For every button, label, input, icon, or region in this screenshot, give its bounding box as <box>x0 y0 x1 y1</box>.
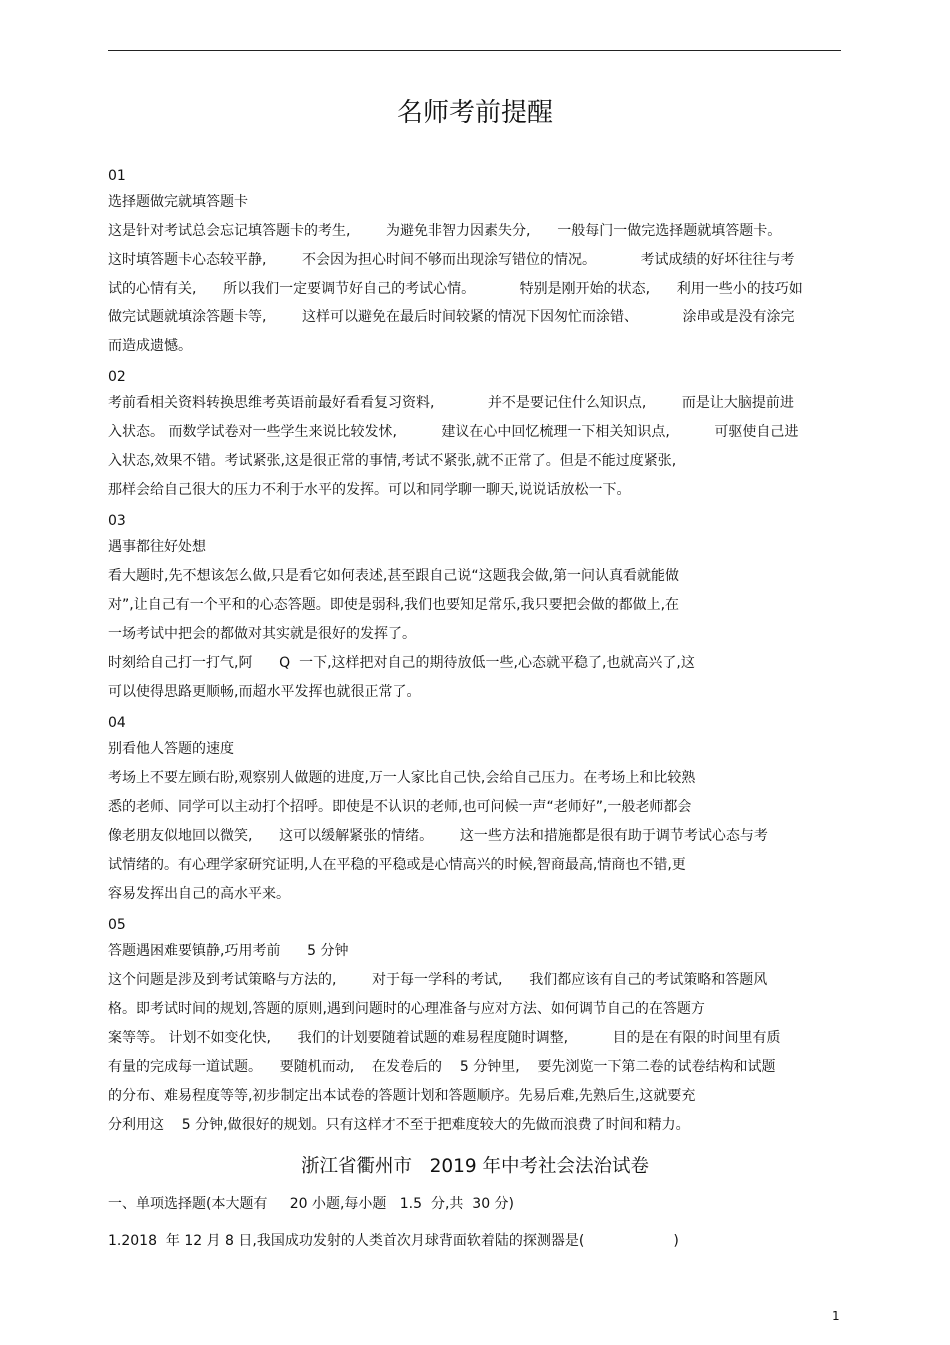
paragraph-line: 一场考试中把会的都做对其实就是很好的发挥了。 <box>108 626 416 642</box>
section-number: 02 <box>108 369 126 385</box>
section-heading: 选择题做完就填答题卡 <box>108 194 248 210</box>
paragraph-line: 时刻给自己打一打气,阿 Q 一下,这样把对自己的期待放低一些,心态就平稳了,也就高兴了,这 <box>108 655 695 671</box>
section-number: 04 <box>108 715 126 731</box>
paragraph-line: 案等等。 计划不如变化快, 我们的计划要随着试题的难易程度随时调整, 目的是在有限的时间里有质 <box>108 1030 781 1046</box>
paragraph-line: 对”,让自己有一个平和的心态答题。即使是弱科,我们也要知足常乐,我只要把会做的都做上,在 <box>108 597 680 613</box>
paragraph-line: 这个问题是涉及到考试策略与方法的, 对于每一学科的考试, 我们都应该有自己的考试策略和答题风 <box>108 972 768 988</box>
page-title: 名师考前提醒 <box>396 98 553 128</box>
paragraph-line: 试情绪的。有心理学家研究证明,人在平稳的平稳或是心情高兴的时候,智商最高,情商也不错,更 <box>108 857 686 873</box>
section-number: 05 <box>108 917 126 933</box>
question-1: 1.2018 年 12 月 8 日,我国成功发射的人类首次月球背面软着陆的探测器是( ) <box>108 1233 679 1249</box>
paragraph-line: 考前看相关资料转换思维考英语前最好看看复习资料, 并不是要记住什么知识点, 而是让大脑提前进 <box>108 395 794 411</box>
exam-title: 浙江省衢州市 2019 年中考社会法治试卷 <box>300 1156 650 1177</box>
paragraph-line: 入状态。 而数学试卷对一些学生来说比较发怵, 建议在心中回忆梳理一下相关知识点, 可驱使自己进 <box>108 424 799 440</box>
paragraph-line: 试的心情有关, 所以我们一定要调节好自己的考试心情。 特别是刚开始的状态, 利用一些小的技巧如 <box>108 281 803 297</box>
section-heading: 遇事都往好处想 <box>108 539 206 555</box>
section-number: 03 <box>108 513 126 529</box>
paragraph-line: 看大题时,先不想该怎么做,只是看它如何表述,甚至跟自己说“这题我会做,第一问认真看就能做 <box>108 568 680 584</box>
paragraph-line: 可以使得思路更顺畅,而超水平发挥也就很正常了。 <box>108 684 421 700</box>
paragraph-line: 的分布、难易程度等等,初步制定出本试卷的答题计划和答题顺序。先易后难,先熟后生,这就要充 <box>108 1088 696 1104</box>
paragraph-line: 格。即考试时间的规划,答题的原则,遇到问题时的心理准备与应对方法、如何调节自己的在答题方 <box>108 1001 705 1017</box>
paragraph-line: 做完试题就填涂答题卡等, 这样可以避免在最后时间较紧的情况下因匆忙而涂错、 涂串或是没有涂完 <box>108 309 795 325</box>
section-heading: 答题遇困难要镇静,巧用考前 5 分钟 <box>108 943 349 959</box>
paragraph-line: 容易发挥出自己的高水平来。 <box>108 886 290 902</box>
paragraph-line: 入状态,效果不错。考试紧张,这是很正常的事情,考试不紧张,就不正常了。但是不能过度紧张, <box>108 453 677 469</box>
section-heading: 别看他人答题的速度 <box>108 741 234 757</box>
paragraph-line: 悉的老师、同学可以主动打个招呼。即使是不认识的老师,也可问候一声“老师好”,一般老师都会 <box>108 799 692 815</box>
paragraph-line: 分利用这 5 分钟,做很好的规划。只有这样才不至于把难度较大的先做而浪费了时间和精力。 <box>108 1117 690 1133</box>
paragraph-line: 有量的完成每一道试题。 要随机而动, 在发卷后的 5 分钟里, 要先浏览一下第二卷的试卷结构和试题 <box>108 1059 776 1075</box>
header-rule <box>108 50 841 51</box>
paragraph-line: 这时填答题卡心态较平静, 不会因为担心时间不够而出现涂写错位的情况。 考试成绩的好坏往往与考 <box>108 252 795 268</box>
paragraph-line: 考场上不要左顾右盼,观察别人做题的进度,万一人家比自己快,会给自己压力。在考场上和比较熟 <box>108 770 696 786</box>
paragraph-line: 像老朋友似地回以微笑, 这可以缓解紧张的情绪。 这一些方法和措施都是很有助于调节考试心态与考 <box>108 828 768 844</box>
paragraph-line: 那样会给自己很大的压力不利于水平的发挥。可以和同学聊一聊天,说说话放松一下。 <box>108 482 631 498</box>
paragraph-line: 这是针对考试总会忘记填答题卡的考生, 为避免非智力因素失分, 一般每门一做完选择题就填答题卡。 <box>108 223 782 239</box>
page-number: 1 <box>832 1309 840 1323</box>
exam-section-heading: 一、单项选择题(本大题有 20 小题,每小题 1.5 分,共 30 分) <box>108 1196 515 1212</box>
section-number: 01 <box>108 168 126 184</box>
paragraph-line: 而造成遗憾。 <box>108 338 192 354</box>
